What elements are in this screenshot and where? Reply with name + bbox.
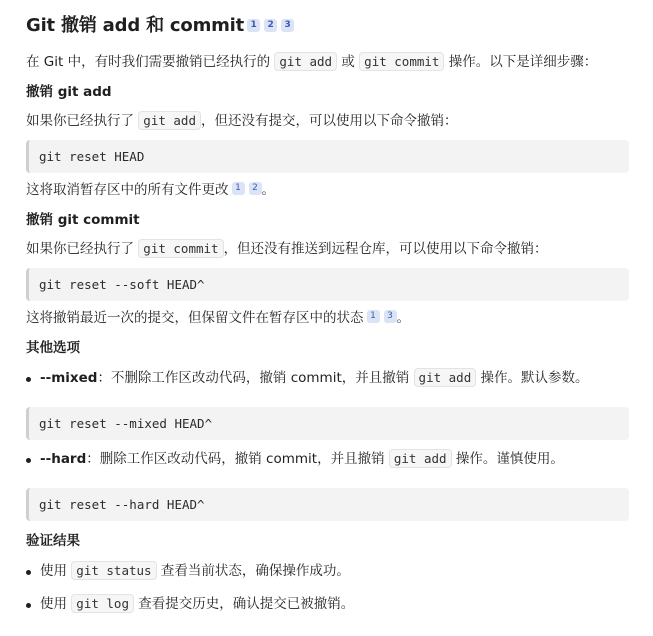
undo-add-paragraph (26, 109, 641, 133)
section-heading-other-options: 其他选项 (26, 340, 80, 356)
citation-badge[interactable]: 1 (232, 182, 245, 195)
paragraph-text: 如果你已经执行了 (26, 113, 139, 129)
inline-code: git log (71, 594, 134, 613)
code-block[interactable]: git reset --hard HEAD^ (26, 488, 629, 521)
list-item (26, 592, 641, 616)
intro-text: 操作。以下是详细步骤： (444, 54, 598, 70)
verify-list (26, 559, 641, 616)
code-block[interactable]: git reset HEAD (26, 140, 629, 173)
paragraph-text: ，但还没有推送到远程仓库，可以使用以下命令撤销： (223, 241, 548, 257)
inline-code: git add (389, 449, 452, 468)
citation-badge[interactable]: 2 (249, 182, 262, 195)
undo-add-note (26, 178, 641, 202)
section-heading-undo-add: 撤销 git add (26, 84, 112, 100)
code-block[interactable]: git reset --soft HEAD^ (26, 268, 629, 301)
inline-code: git add (138, 111, 201, 130)
section-heading-verify: 验证结果 (26, 533, 80, 549)
intro-text: 在 Git 中，有时我们需要撤销已经执行的 (26, 54, 275, 70)
list-item-text: 使用 (40, 563, 72, 579)
list-item (26, 366, 641, 390)
list-item-text: 查看提交历史，确认提交已被撤销。 (133, 596, 355, 612)
inline-code: git add (274, 52, 337, 71)
list-item (26, 447, 641, 471)
citation-badge[interactable]: 3 (281, 19, 294, 32)
undo-commit-note (26, 306, 641, 330)
inline-code: git commit (138, 239, 223, 258)
undo-commit-paragraph (26, 237, 641, 261)
note-text: 这将撤销最近一次的提交，但保留文件在暂存区中的状态 (26, 310, 364, 326)
citation-badge[interactable]: 2 (264, 19, 277, 32)
page-title-text: Git 撤销 add 和 commit (26, 15, 245, 36)
option-label: --mixed (40, 370, 98, 386)
citation-badge[interactable]: 3 (384, 310, 397, 323)
option-text: 操作。默认参数。 (476, 370, 589, 386)
option-text: ：不删除工作区改动代码，撤销 commit，并且撤销 (97, 370, 414, 386)
options-list (26, 447, 641, 471)
note-text: 。 (261, 182, 275, 198)
paragraph-text: ，但还没有提交，可以使用以下命令撤销： (200, 113, 458, 129)
code-block[interactable]: git reset --mixed HEAD^ (26, 407, 629, 440)
note-text: 。 (396, 310, 410, 326)
paragraph-text: 如果你已经执行了 (26, 241, 139, 257)
intro-paragraph (26, 50, 641, 74)
option-text: ：删除工作区改动代码，撤销 commit，并且撤销 (86, 451, 389, 467)
inline-code: git status (71, 561, 156, 580)
list-item (26, 559, 641, 583)
citation-badge[interactable]: 1 (247, 19, 260, 32)
option-label: --hard (40, 451, 87, 467)
section-heading-undo-commit: 撤销 git commit (26, 212, 140, 228)
intro-text: 或 (337, 54, 360, 70)
options-list (26, 366, 641, 390)
inline-code: git add (414, 368, 477, 387)
list-item-text: 查看当前状态，确保操作成功。 (156, 563, 350, 579)
inline-code: git commit (359, 52, 444, 71)
note-text: 这将取消暂存区中的所有文件更改 (26, 182, 229, 198)
page-title (26, 12, 641, 40)
citation-badge[interactable]: 1 (367, 310, 380, 323)
option-text: 操作。谨慎使用。 (451, 451, 564, 467)
list-item-text: 使用 (40, 596, 72, 612)
